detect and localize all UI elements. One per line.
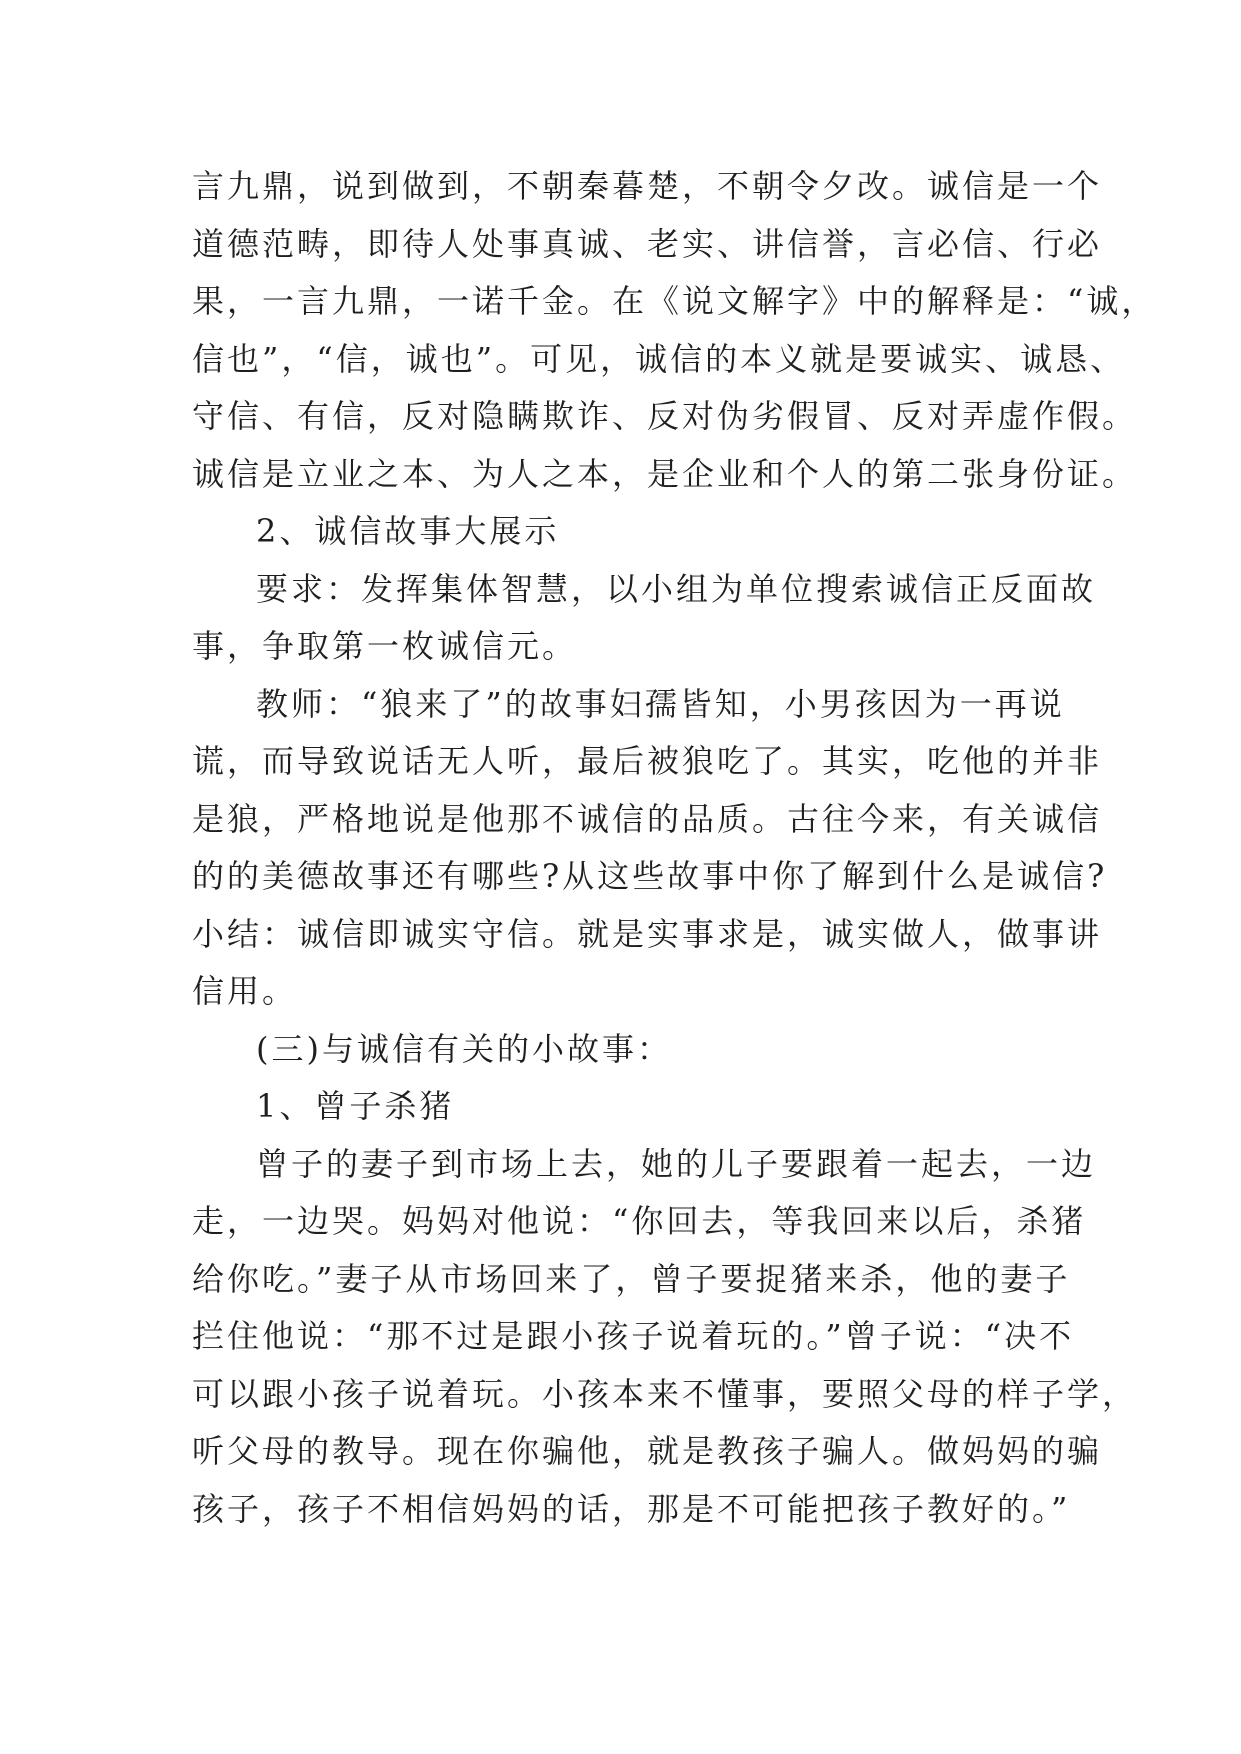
text-line: 信也”，“信，诚也”。可见，诚信的本义就是要诚实、诚恳、 [192, 339, 1126, 378]
text-line: 信用。 [192, 972, 298, 1010]
story-title: 1、曾子杀猪 [256, 1087, 455, 1125]
body-text [192, 158, 1157, 1538]
section-heading: 2、诚信故事大展示 [256, 512, 560, 550]
text-line: 给你吃。”妻子从市场回来了，曾子要捉猪来杀，他的妻子 [192, 1259, 1071, 1298]
text-line: 要求：发挥集体智慧，以小组为单位搜索诚信正反面故 [256, 569, 1097, 608]
text-line: 听父母的教导。现在你骗他，就是教孩子骗人。做妈妈的骗 [192, 1432, 1103, 1470]
text-line: 果，一言九鼎，一诺千金。在《说文解字》中的解释是：“诚， [192, 282, 1157, 320]
text-line: 道德范畴，即待人处事真诚、老实、讲信誉，言必信、行必 [192, 224, 1103, 263]
section-heading: (三)与诚信有关的小故事： [256, 1029, 672, 1068]
text-line: 走，一边哭。妈妈对他说：“你回去，等我回来以后，杀猪 [192, 1202, 1087, 1240]
text-line: 小结：诚信即诚实守信。就是实事求是，诚实做人，做事讲 [192, 914, 1103, 953]
text-line: 曾子的妻子到市场上去，她的儿子要跟着一起去，一边 [256, 1144, 1097, 1183]
text-line: 可以跟小孩子说着玩。小孩本来不懂事，要照父母的样子学， [192, 1374, 1138, 1413]
text-line: 事，争取第一枚诚信元。 [192, 627, 578, 665]
text-line: 教师：“狼来了”的故事妇孺皆知，小男孩因为一再说 [256, 684, 1065, 723]
text-line: 的的美德故事还有哪些?从这些故事中你了解到什么是诚信? [192, 857, 1108, 895]
text-line: 言九鼎，说到做到，不朝秦暮楚，不朝令夕改。诚信是一个 [192, 167, 1103, 205]
text-line: 谎，而导致说话无人听，最后被狼吃了。其实，吃他的并非 [192, 742, 1103, 780]
text-line: 拦住他说：“那不过是跟小孩子说着玩的。”曾子说：“决不 [192, 1317, 1075, 1355]
text-line: 是狼，严格地说是他那不诚信的品质。古往今来，有关诚信 [192, 799, 1103, 838]
text-line: 守信、有信，反对隐瞒欺诈、反对伪劣假冒、反对弄虚作假。 [192, 397, 1138, 435]
text-line: 孩子，孩子不相信妈妈的话，那是不可能把孩子教好的。” [192, 1489, 1071, 1528]
text-line: 诚信是立业之本、为人之本，是企业和个人的第二张身份证。 [192, 454, 1138, 493]
